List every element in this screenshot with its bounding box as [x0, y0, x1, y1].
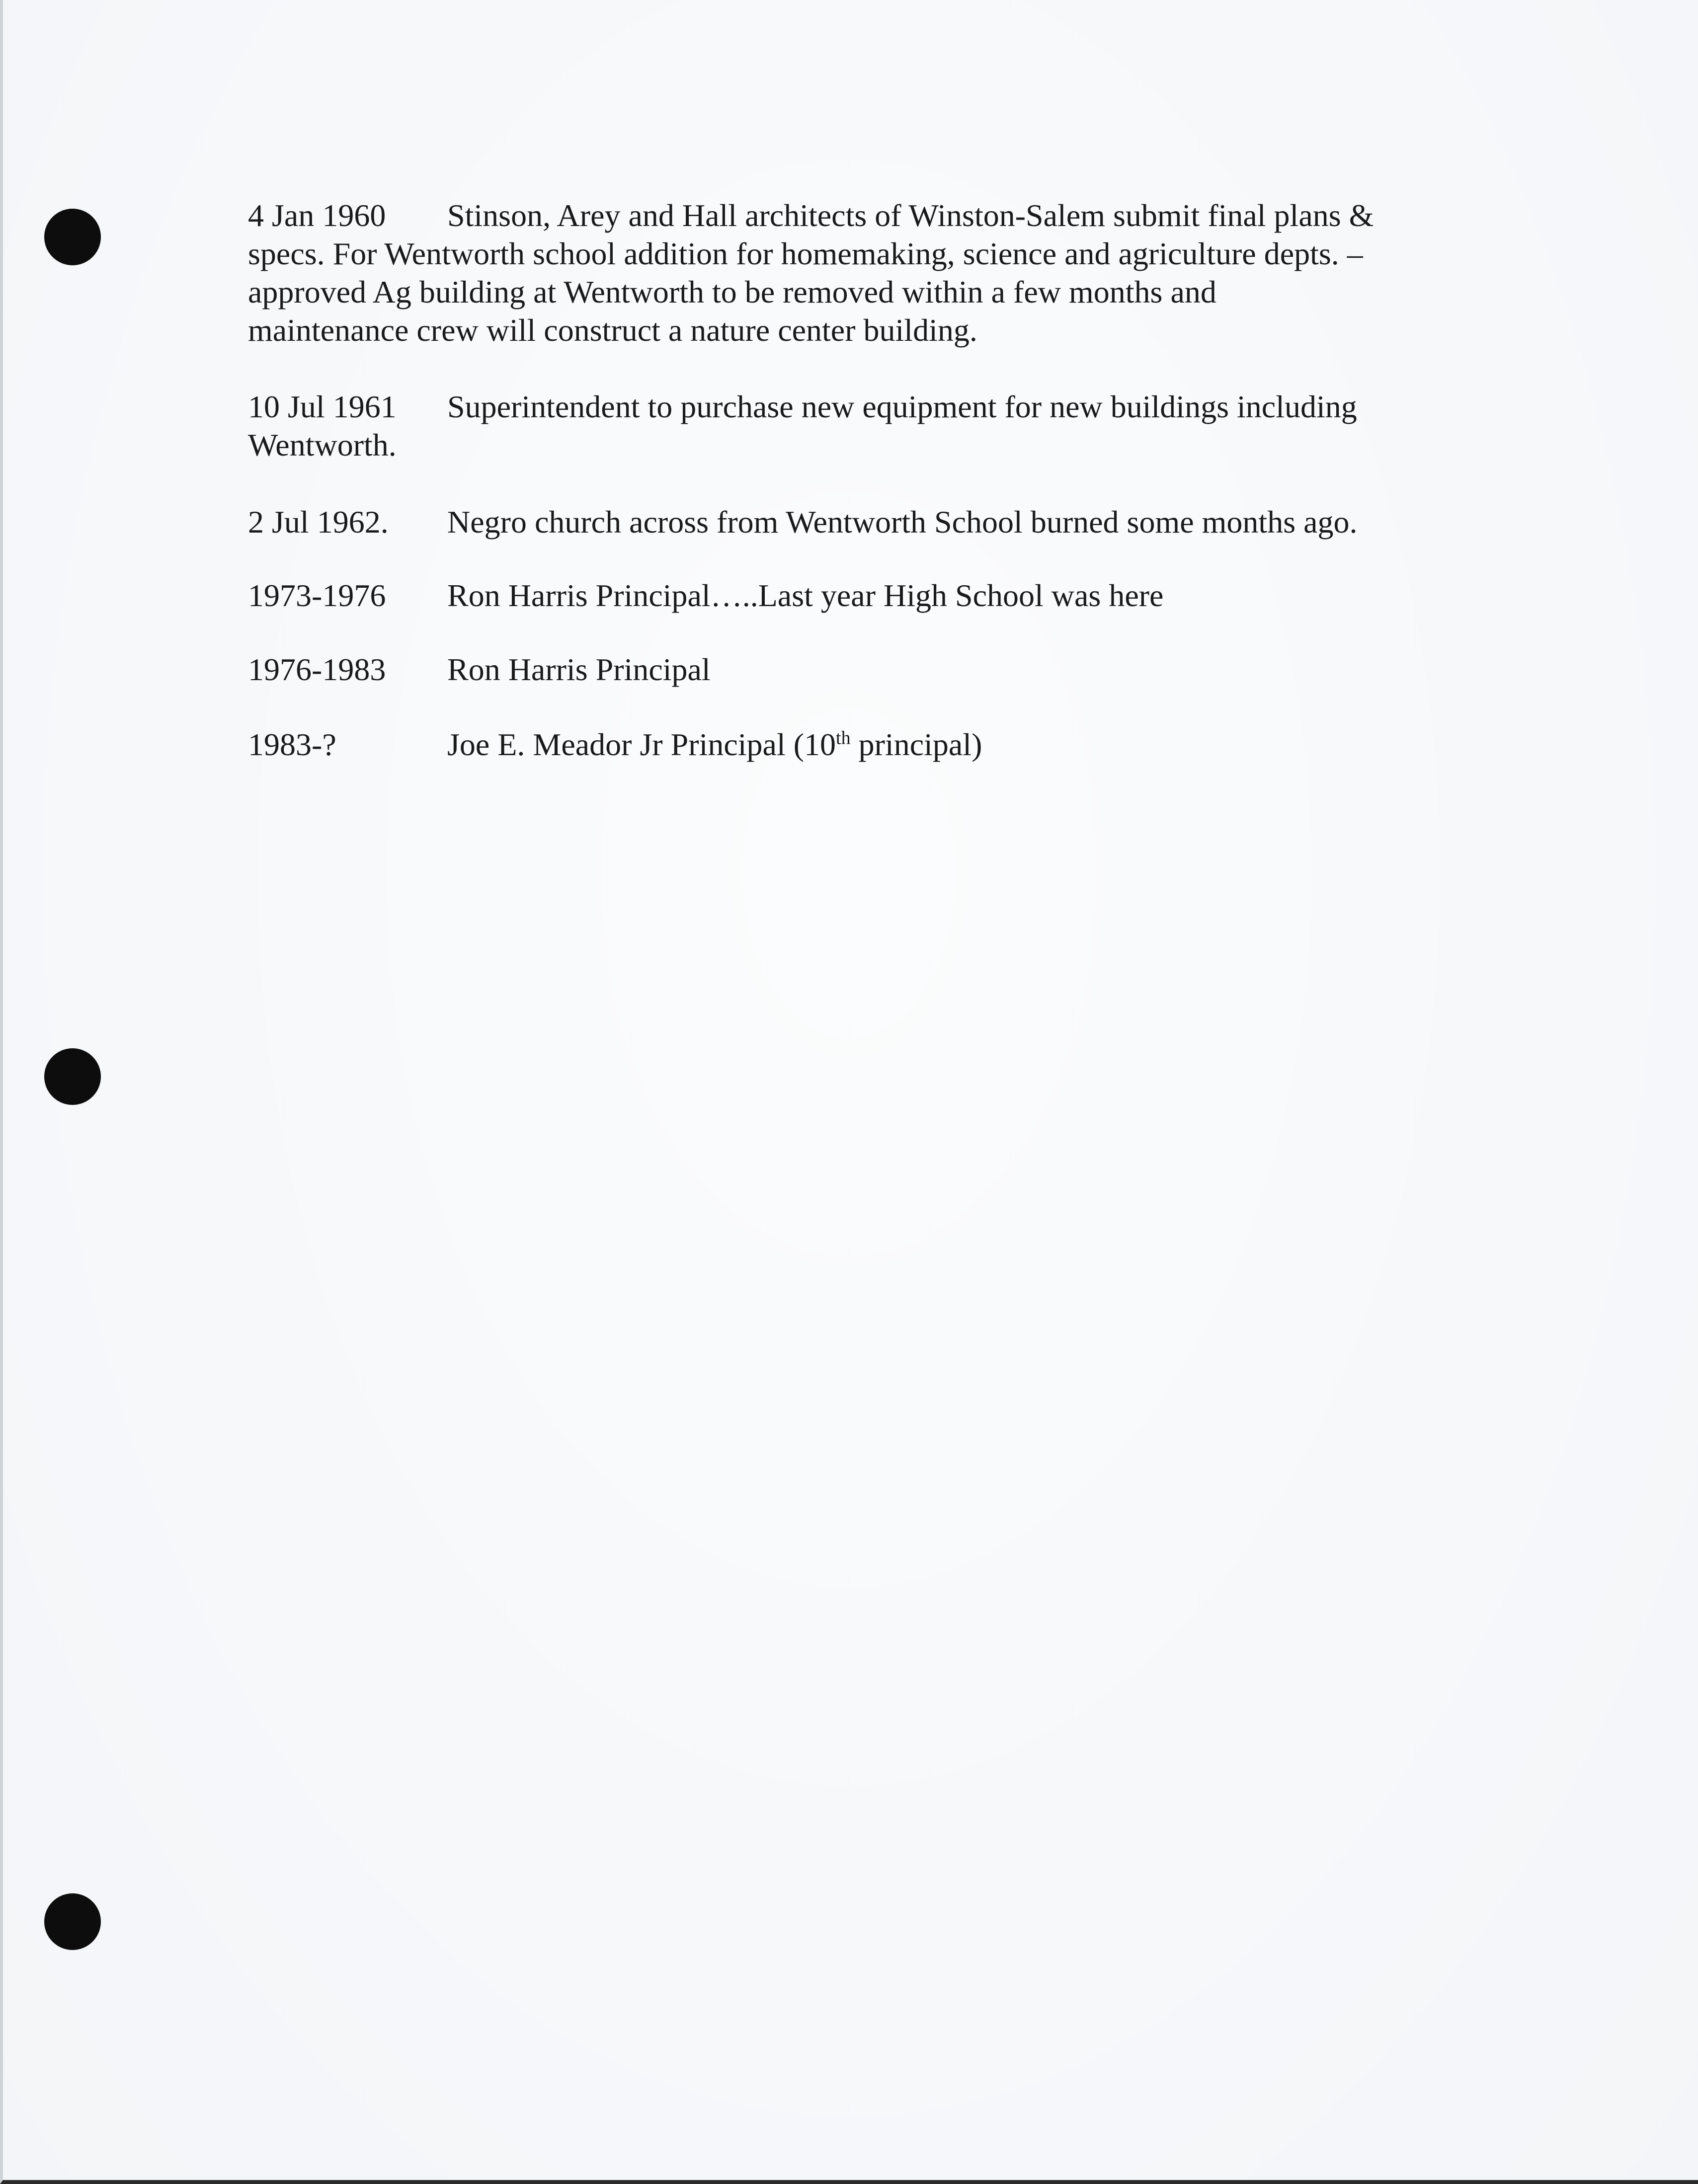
entry-text: maintenance crew will construct a nature center building.	[248, 312, 977, 348]
entry-date: 4 Jan 1960	[248, 198, 386, 233]
timeline-entry	[248, 725, 1441, 764]
entry-date: 1976-1983	[248, 652, 386, 687]
entry-text: approved Ag building at Wentworth to be removed within a few months and	[248, 274, 1216, 310]
entry-text: Negro church across from Wentworth School burned some months ago.	[447, 504, 1358, 540]
entry-text: Ron Harris Principal…..Last year High School was here	[447, 578, 1164, 613]
timeline-entry	[248, 650, 1441, 689]
timeline-entry	[248, 388, 1441, 464]
entry-text: Superintendent to purchase new equipment for new buildings including	[447, 389, 1357, 424]
entry-text	[447, 727, 982, 762]
punch-hole	[44, 1048, 101, 1105]
entry-date: 10 Jul 1961	[248, 389, 397, 424]
timeline-entry	[248, 576, 1441, 615]
punch-hole	[44, 1893, 101, 1950]
entry-date: 1983-?	[248, 727, 336, 762]
entry-text: Stinson, Arey and Hall architects of Winston-Salem submit final plans &	[447, 198, 1374, 233]
entry-text-part: Joe E. Meador Jr Principal (10	[447, 727, 836, 762]
entry-date: 1973-1976	[248, 578, 386, 613]
entry-text: specs. For Wentworth school addition for homemaking, science and agriculture depts. –	[248, 236, 1363, 271]
entry-date: 2 Jul 1962.	[248, 504, 389, 540]
ordinal-suffix: th	[836, 727, 851, 749]
timeline-entry	[248, 196, 1441, 349]
entry-text-part: principal)	[850, 727, 982, 762]
punch-hole	[44, 209, 101, 265]
entry-text: Wentworth.	[248, 427, 397, 463]
timeline-entry	[248, 503, 1441, 541]
entry-text: Ron Harris Principal	[447, 652, 711, 687]
